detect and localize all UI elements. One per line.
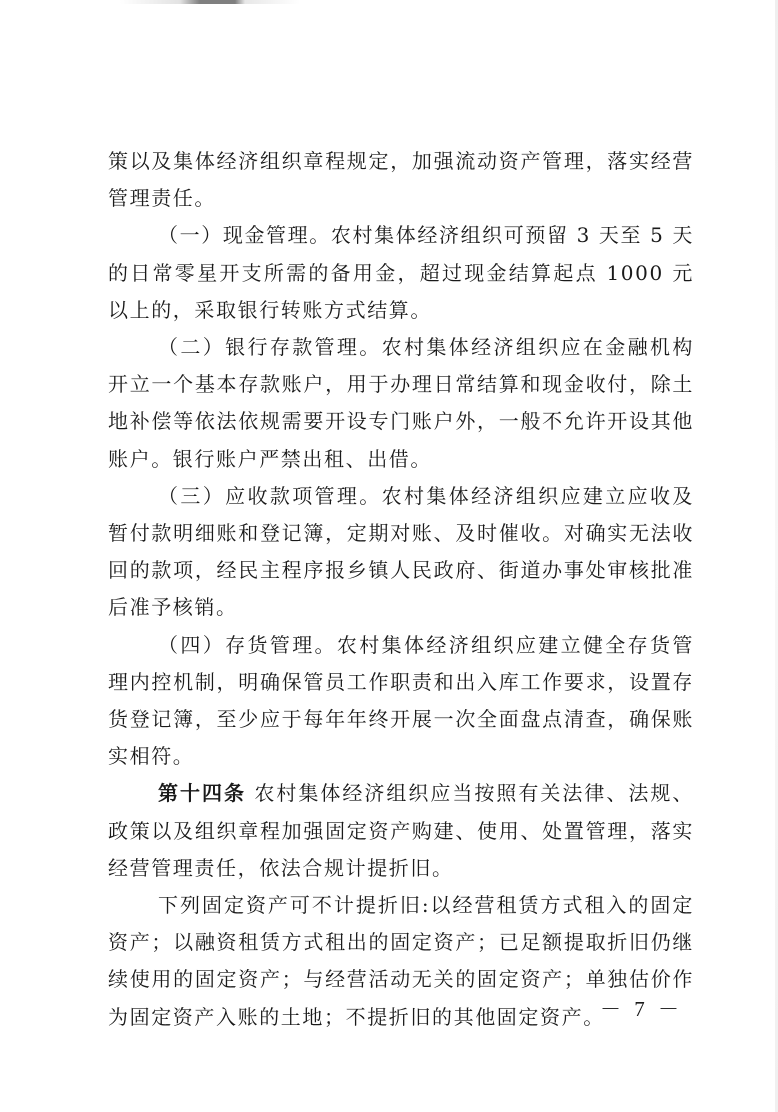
- scan-edge-artifact: [0, 0, 778, 4]
- article-14-text: 农村集体经济组织应当按照有关法律、法规、政策以及组织章程加强固定资产购建、使用、处置管理，落实经营管理责任，依法合规计提折旧。: [108, 781, 694, 880]
- document-body: [108, 143, 694, 1036]
- paragraph-bank-deposit-management: （二）银行存款管理。农村集体经济组织应在金融机构开立一个基本存款账户，用于办理日常结算和现金收付，除土地补偿等依法依规需要开设专门账户外，一般不允许开设其他账户。银行账户严禁出租、出借。: [108, 335, 694, 471]
- article-14-heading: 第十四条: [158, 781, 247, 806]
- paragraph-continuation: 策以及集体经济组织章程规定，加强流动资产管理，落实经营管理责任。: [108, 149, 694, 211]
- paragraph-cash-management: （一）现金管理。农村集体经济组织可预留 3 天至 5 天的日常零星开支所需的备用金，超过现金结算起点 1000 元以上的，采取银行转账方式结算。: [108, 223, 694, 322]
- paragraph-article-14: [108, 775, 694, 887]
- paragraph-depreciation-exemptions: 下列固定资产可不计提折旧:以经营租赁方式租入的固定资产；以融资租赁方式租出的固定资产；已足额提取折旧仍继续使用的固定资产；与经营活动无关的固定资产；单独估价作为固定资产入账的土地；不提折旧的其他固定资产。: [108, 893, 694, 1029]
- paragraph-inventory-management: （四）存货管理。农村集体经济组织应建立健全存货管理内控机制，明确保管员工作职责和出入库工作要求，设置存货登记簿，至少应于每年年终开展一次全面盘点清查，确保账实相符。: [108, 632, 694, 769]
- page-number: － 7 －: [600, 997, 683, 1021]
- paragraph-receivables-management: （三）应收款项管理。农村集体经济组织应建立应收及暂付款明细账和登记簿，定期对账、及时催收。对确实无法收回的款项，经民主程序报乡镇人民政府、街道办事处审核批准后准予核销。: [108, 483, 694, 620]
